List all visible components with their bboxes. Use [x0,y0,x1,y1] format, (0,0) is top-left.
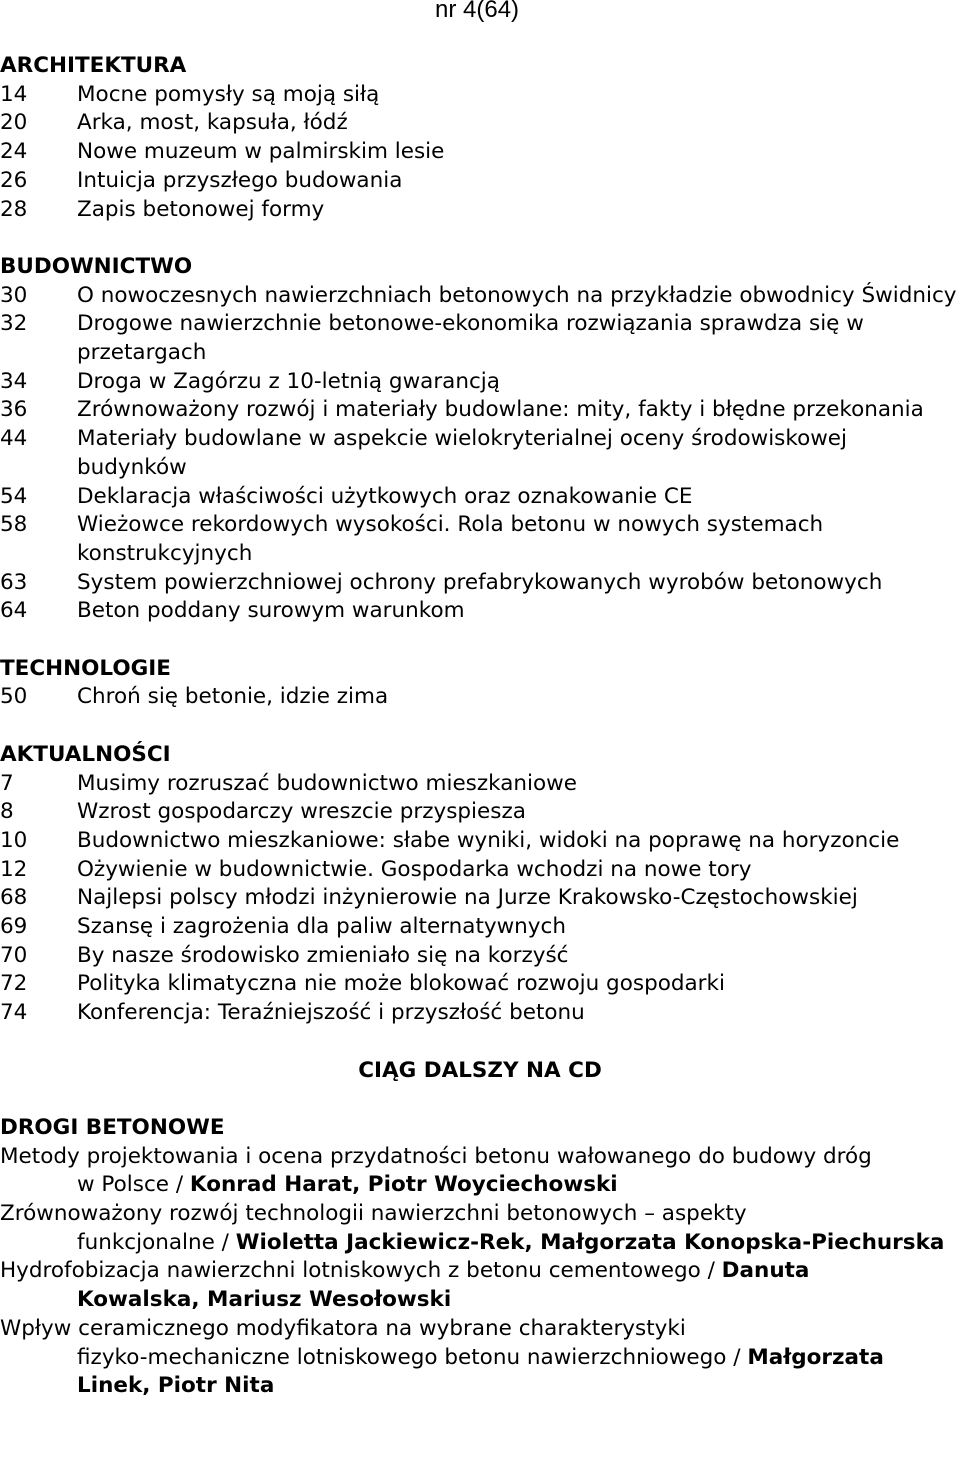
cd-item-title: Zrównoważony rozwój technologii nawierzchni betonowych – aspekty [0,1201,747,1227]
article-title: Arka, most, kapsuła, łódź [77,110,348,136]
list-item [0,970,960,999]
page-number: 26 [0,167,28,193]
article-title: Wieżowce rekordowych wysokości. Rola betonu w nowych systemach konstrukcyjnych [77,512,824,566]
page-number: 10 [0,827,28,853]
cd-item-title: Metody projektowania i ocena przydatności betonu wałowanego do budowy dróg [0,1143,872,1169]
cd-item [0,1257,960,1314]
page-number: 68 [0,885,28,911]
page-number: 14 [0,81,28,107]
list-item [0,81,960,110]
article-title: Wzrost gospodarczy wreszcie przyspiesza [77,799,526,825]
list-item [0,368,960,397]
list-item [0,827,960,856]
cd-item-title: Wpływ ceramicznego modyfikatora na wybrane charakterystyki [0,1315,686,1341]
section-heading: BUDOWNICTWO [0,253,193,279]
article-title: Ożywienie w budownictwie. Gospodarka wchodzi na nowe tory [77,856,752,882]
page-number: 28 [0,196,28,222]
list-item [0,856,960,885]
cd-item-title: Hydrofobizacja nawierzchni lotniskowych z betonu cementowego / [0,1258,722,1284]
article-title: Intuicja przyszłego budowania [77,167,403,193]
cd-item-author-first: Danuta [721,1258,810,1284]
list-item [0,683,960,712]
article-title: Drogowe nawierzchnie betonowe-ekonomika rozwiązania sprawdza się w przetargach [77,311,864,366]
list-item [0,483,960,512]
page-number: 74 [0,1000,28,1026]
list-item [0,999,960,1028]
page-number: 70 [0,942,28,968]
cd-item-title-cont: fizyko-mechaniczne lotniskowego betonu nawierzchniowego / [77,1344,748,1370]
list-item [0,109,960,138]
list-item [0,396,960,425]
section-heading: AKTUALNOŚCI [0,741,171,767]
section-heading: ARCHITEKTURA [0,53,187,78]
article-title: Chroń się betonie, idzie zima [77,684,389,710]
page-number: 7 [0,770,14,796]
article-title: Zrównoważony rozwój i materiały budowlane: mity, fakty i błędne przekonania [77,397,924,423]
page-number: 50 [0,684,28,710]
article-title: Mocne pomysły są moją siłą [77,81,380,107]
list-item [0,425,960,482]
page-number: 64 [0,598,28,624]
article-title: O nowoczesnych nawierzchniach betonowych na przykładzie obwodnicy Świdnicy [77,282,957,308]
page-number: 34 [0,368,28,394]
page-number: 54 [0,483,28,509]
page-number: 8 [0,799,14,825]
cd-item [0,1200,960,1257]
article-title: Budownictwo mieszkaniowe: słabe wyniki, widoki na poprawę na horyzoncie [77,827,900,853]
page-number: 63 [0,569,28,595]
page-number: 44 [0,426,28,452]
article-title: Nowe muzeum w palmirskim lesie [77,139,445,165]
page-number: 32 [0,311,28,337]
list-item [0,798,960,827]
cd-item [0,1315,960,1401]
section-heading: TECHNOLOGIE [0,655,171,681]
page-number: 72 [0,971,28,997]
cd-item-title-cont: funkcjonalne / [77,1229,236,1255]
article-title: Droga w Zagórzu z 10-letnią gwarancją [77,368,500,394]
article-title: Beton poddany surowym warunkom [77,598,465,624]
article-title: Szansę i zagrożenia dla paliw alternatywnych [77,914,566,940]
list-item [0,138,960,167]
article-title: Polityka klimatyczna nie może blokować rozwoju gospodarki [77,971,725,997]
article-title: By nasze środowisko zmieniało się na korzyść [77,942,569,968]
article-title: Materiały budowlane w aspekcie wielokryterialnej oceny środowiskowej budynków [77,426,848,480]
article-title: Najlepsi polscy młodzi inżynierowie na Jurze Krakowsko-Częstochowskiej [77,885,858,911]
cd-item-authors: Małgorzata Linek, Piotr Nita [77,1344,884,1399]
list-item [0,310,960,367]
article-title: Deklaracja właściwości użytkowych oraz oznakowanie CE [77,483,693,509]
page-number: 58 [0,512,28,538]
article-title: Zapis betonowej formy [77,196,325,222]
list-item [0,770,960,799]
page-number: 36 [0,397,28,423]
list-item [0,511,960,568]
cd-item-authors: Konrad Harat, Piotr Woyciechowski [189,1172,618,1198]
cd-item-authors: Wioletta Jackiewicz-Rek, Małgorzata Konopska-Piechurska [235,1229,945,1255]
list-item [0,569,960,598]
page-number: 24 [0,139,28,165]
list-item [0,597,960,626]
article-title: Musimy rozruszać budownictwo mieszkaniowe [77,770,577,796]
article-title: System powierzchniowej ochrony prefabrykowanych wyrobów betonowych [77,569,883,595]
list-item [0,913,960,942]
page-number: 69 [0,914,28,940]
list-item [0,884,960,913]
section-heading: DROGI BETONOWE [0,1114,225,1140]
cd-item-title-cont: w Polsce / [77,1172,190,1198]
cd-item-authors: Kowalska, Mariusz Wesołowski [77,1287,452,1313]
list-item [0,282,960,311]
article-title: Konferencja: Teraźniejszość i przyszłość betonu [77,1000,585,1026]
list-item [0,942,960,971]
page-number: 30 [0,282,28,308]
table-of-contents [0,52,960,1401]
list-item [0,196,960,225]
list-item [0,167,960,196]
cd-item [0,1143,960,1200]
continued-note: CIĄG DALSZY NA CD [358,1057,602,1083]
issue-number: nr 4(64) [435,0,520,23]
page-number: 20 [0,110,28,136]
page-number: 12 [0,856,28,882]
